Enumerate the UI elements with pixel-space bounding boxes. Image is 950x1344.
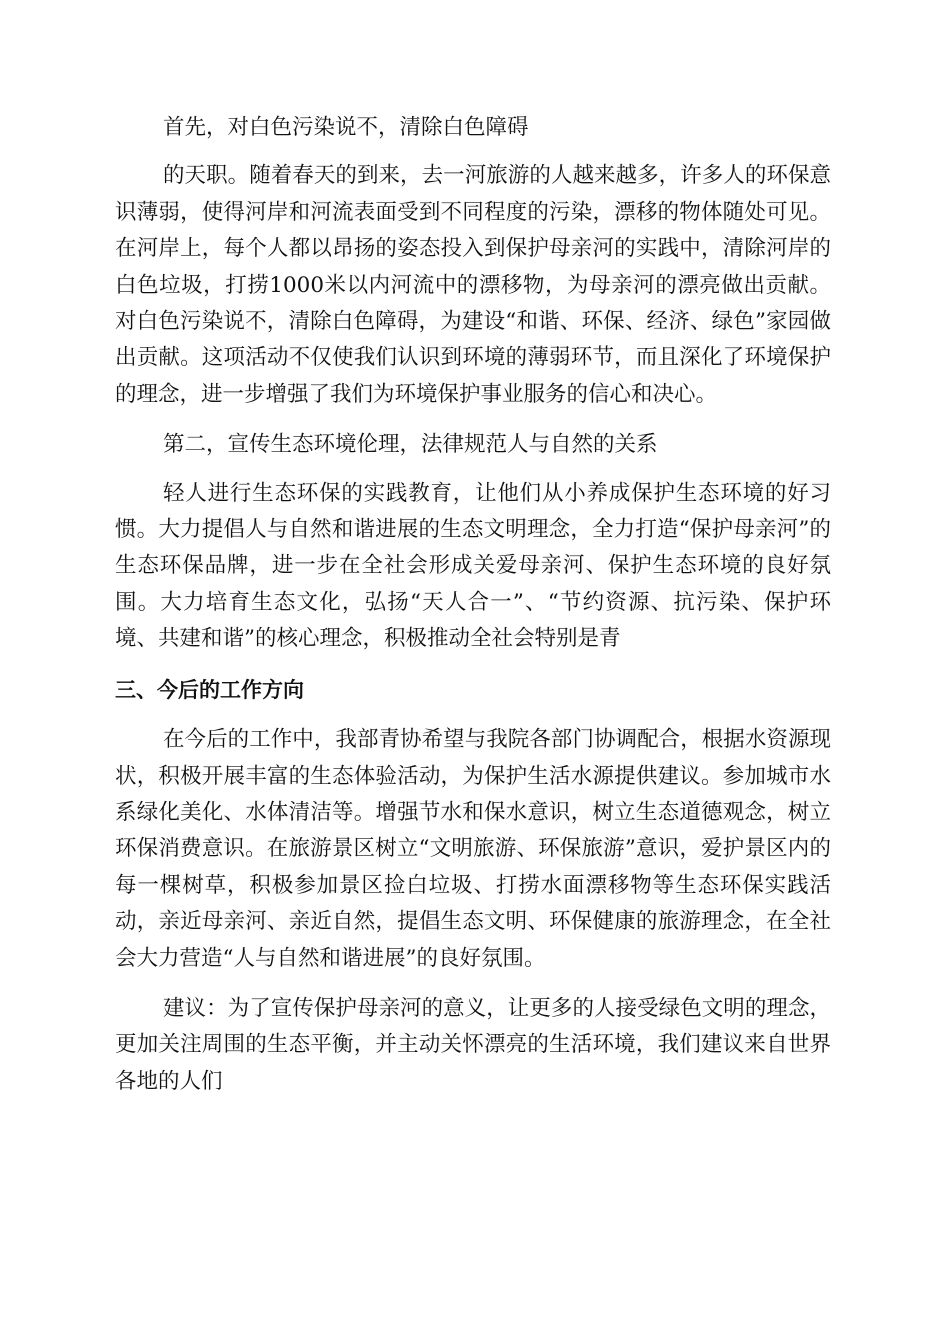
- section-heading: 三、今后的工作方向: [115, 677, 304, 702]
- paragraph-1: 首先，对白色污染说不，清除白色障碍: [163, 115, 529, 140]
- paragraph-5: 在今后的工作中，我部青协希望与我院各部门协调配合，根据水资源现状，积极开展丰富的生态体验活动，为保护生活水源提供建议。参加城市水系绿化美化、水体清洁等。增强节水和保水意识，树立生态道德观念，树立环保消费意识。在旅游景区树立“文明旅游、环保旅游”意识，爱护景区内的每一棵树草，积极参加景区捡白垃圾、打捞水面漂移物等生态环保实践活动，亲近母亲河、亲近自然，提倡生态文明、环保健康的旅游理念，在全社会大力营造“人与自然和谐进展”的良好氛围。: [115, 727, 831, 971]
- paragraph-3: 第二，宣传生态环境伦理，法律规范人与自然的关系: [163, 432, 658, 458]
- paragraph-2: 的天职。随着春天的到来，去一河旅游的人越来越多，许多人的环保意识薄弱，使得河岸和河流表面受到不同程度的污染，漂移的物体随处可见。在河岸上，每个人都以昂扬的姿态投入到保护母亲河的实践中，清除河岸的白色垃圾，打捞1000米以内河流中的漂移物，为母亲河的漂亮做出贡献。对白色污染说不，清除白色障碍，为建设“和谐、环保、经济、绿色”家园做出贡献。这项活动不仅使我们认识到环境的薄弱环节，而且深化了环境保护的理念，进一步增强了我们为环境保护事业服务的信心和决心。: [115, 163, 831, 407]
- paragraph-6: 建议：为了宣传保护母亲河的意义，让更多的人接受绿色文明的理念，更加关注周围的生态平衡，并主动关怀漂亮的生活环境，我们建议来自世界各地的人们: [115, 995, 831, 1094]
- document-page: [115, 110, 831, 1100]
- paragraph-4: 轻人进行生态环保的实践教育，让他们从小养成保护生态环境的好习惯。大力提倡人与自然和谐进展的生态文明理念，全力打造“保护母亲河”的生态环保品牌，进一步在全社会形成关爱母亲河、保护生态环境的良好氛围。大力培育生态文化，弘扬“天人合一”、“节约资源、抗污染、保护环境、共建和谐”的核心理念，积极推动全社会特别是青: [115, 480, 831, 652]
